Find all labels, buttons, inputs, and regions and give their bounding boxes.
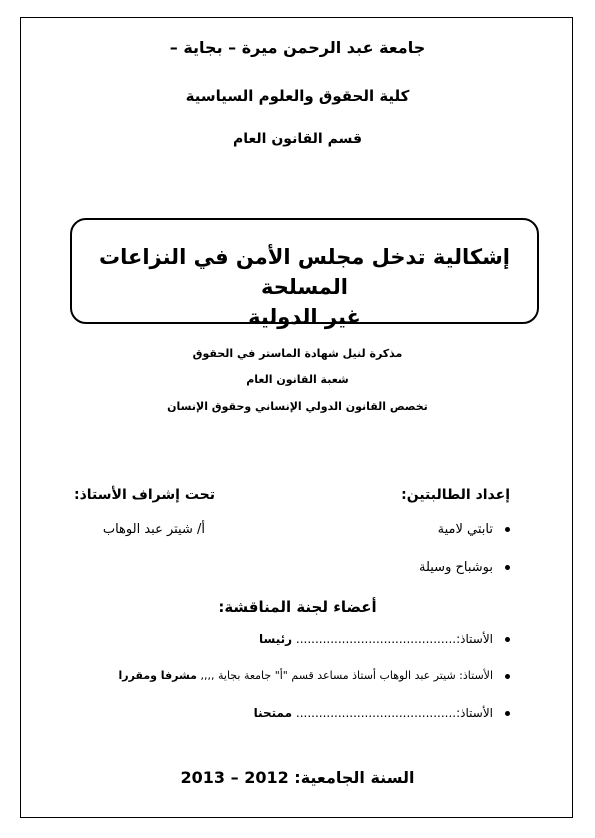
thesis-title-line2: غير الدولية xyxy=(248,305,361,329)
bullet-icon xyxy=(505,674,510,679)
students-heading: إعداد الطالبتين: xyxy=(401,487,510,503)
faculty-name: كلية الحقوق والعلوم السياسية xyxy=(185,87,410,105)
member-role: رئيسا xyxy=(259,632,293,646)
thesis-title-line1: إشكالية تدخل مجلس الأمن في النزاعات المسلحة xyxy=(99,245,510,299)
student-name: بوشباح وسيلة xyxy=(418,560,493,575)
member-role: ممتحنا xyxy=(253,706,293,720)
degree-line: مذكرة لنيل شهادة الماستر في الحقوق xyxy=(192,347,403,360)
committee-member xyxy=(118,669,510,682)
branch-line: شعبة القانون العام xyxy=(246,373,349,386)
bullet-icon xyxy=(505,527,510,532)
member-prefix: الأستاذ: xyxy=(459,669,493,682)
committee-member xyxy=(259,632,510,646)
student-name: تابتي لامية xyxy=(437,522,493,537)
student-item xyxy=(419,560,510,575)
department-name: قسم القانون العام xyxy=(233,131,362,147)
committee-heading: أعضاء لجنة المناقشة: xyxy=(218,598,377,616)
specialty-line: تخصص القانون الدولي الإنساني وحقوق الإنسان xyxy=(167,400,428,413)
thesis-title-box xyxy=(70,218,539,329)
member-role: مشرفا ومقررا xyxy=(118,669,197,682)
member-name: .......................................... xyxy=(295,632,457,646)
member-prefix: الأستاذ: xyxy=(456,706,493,720)
academic-year: السنة الجامعية: 2012 – 2013 xyxy=(180,768,415,787)
member-prefix: الأستاذ: xyxy=(456,632,493,646)
member-name: شيتر عبد الوهاب أستاذ مساعد قسم "أ" جامعة بجاية ,,,, xyxy=(200,669,456,682)
student-item xyxy=(438,522,510,537)
bullet-icon xyxy=(505,565,510,570)
bullet-icon xyxy=(505,637,510,642)
university-name: جامعة عبد الرحمن ميرة – بجاية – xyxy=(169,38,426,57)
member-name: .......................................... xyxy=(295,706,457,720)
bullet-icon xyxy=(505,711,510,716)
supervisor-heading: تحت إشراف الأستاذ: xyxy=(74,487,215,503)
supervisor-name: أ/ شيتر عبد الوهاب xyxy=(102,522,205,537)
committee-member xyxy=(254,706,510,720)
